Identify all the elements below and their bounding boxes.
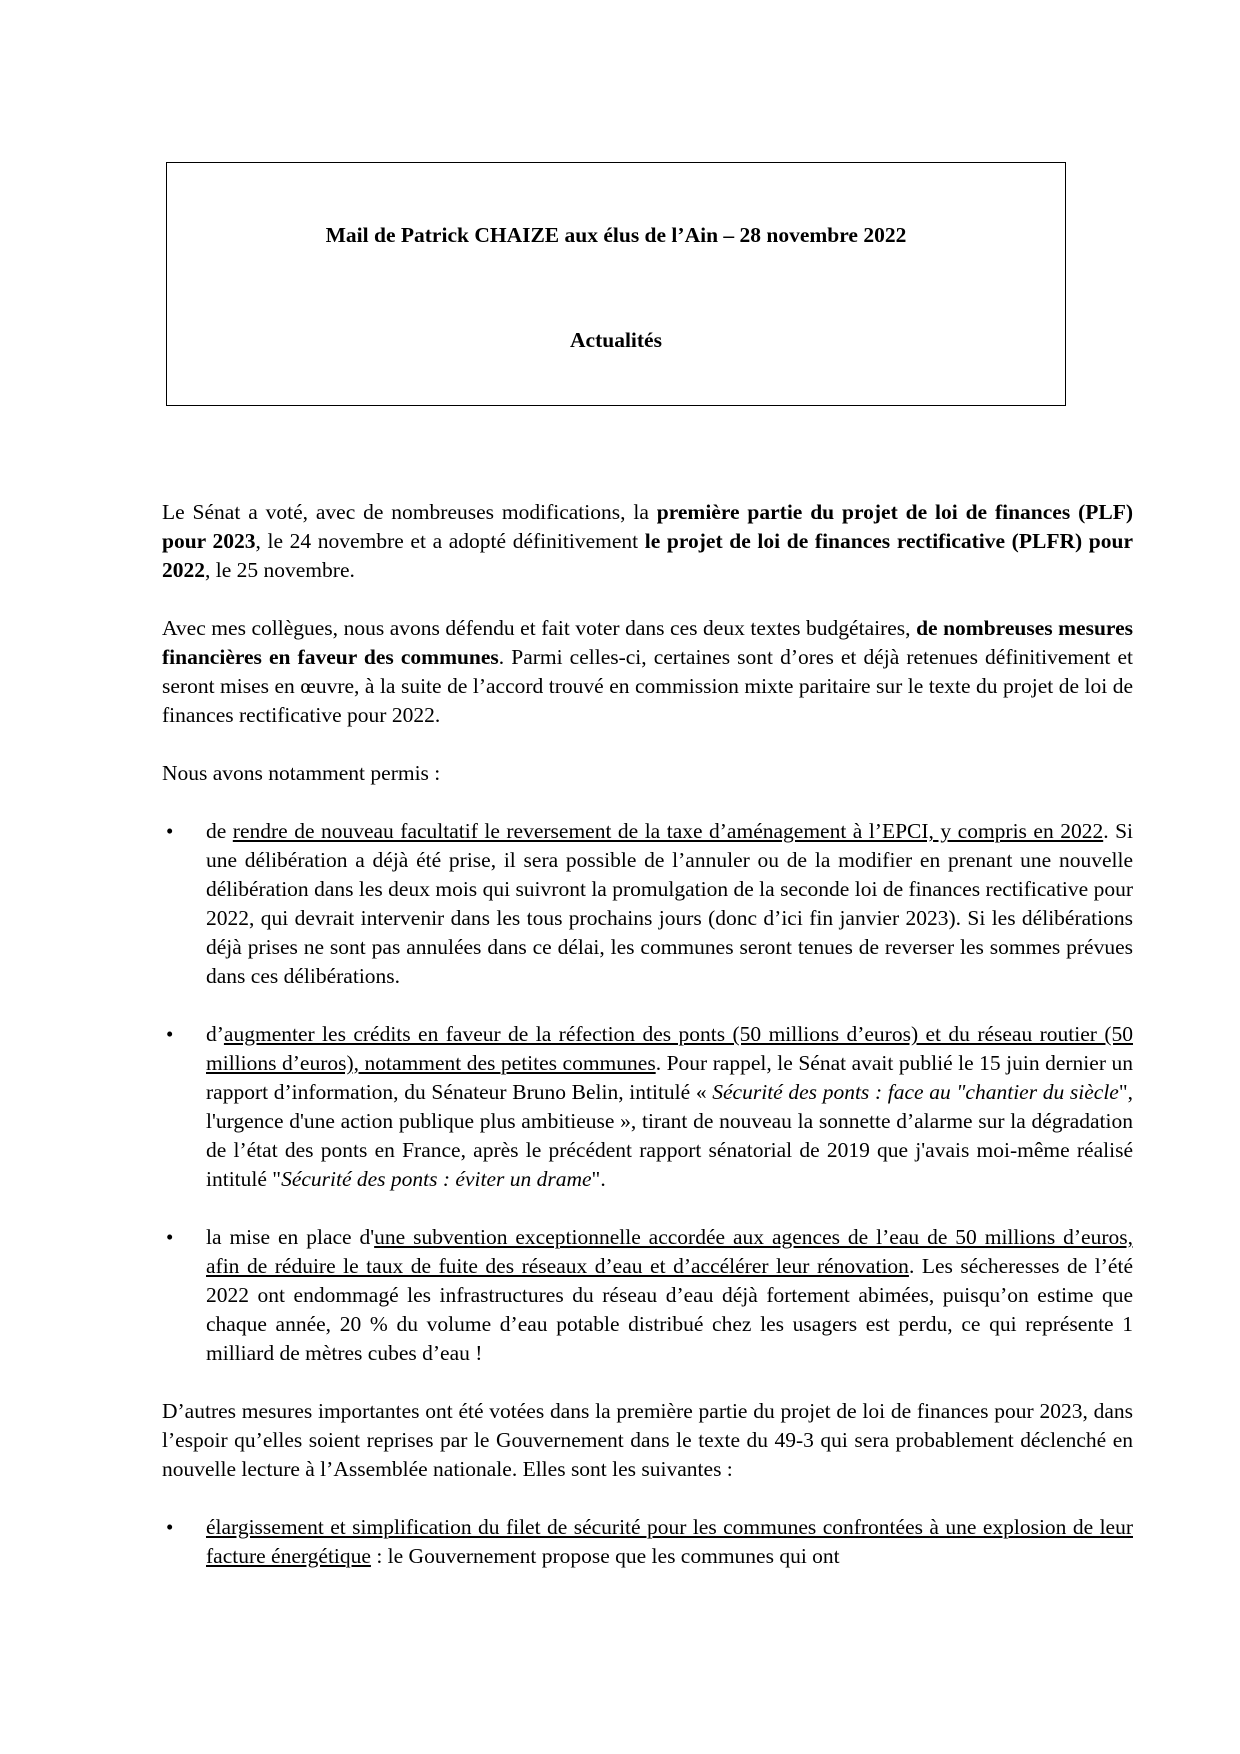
- intro-paragraph: Le Sénat a voté, avec de nombreuses modifications, la première partie du projet de loi de finances (PLF) pour 2023, le 24 novembre et a adopté définitivement le projet de loi de finances rectificative (PLFR) pour 2022, le 25 novembre.: [162, 500, 1133, 582]
- list-item: • élargissement et simplification du filet de sécurité pour les communes confrontées à une explosion de leur facture énergétique : le Gouvernement propose que les communes qui ont: [166, 1515, 1133, 1568]
- underlined-measure: augmenter les crédits en faveur de la réfection des ponts (50 millions d’euros) et du réseau routier (50 millions d’euros), notamment des petites communes: [206, 1022, 1133, 1075]
- bullet-icon: •: [166, 819, 174, 843]
- underlined-measure: rendre de nouveau facultatif le reversement de la taxe d’aménagement à l’EPCI, y compris en 2022: [232, 819, 1104, 843]
- bullet-icon: •: [166, 1225, 174, 1249]
- underlined-measure: élargissement et simplification du filet de sécurité pour les communes confrontées à une explosion de leur facture énergétique: [206, 1515, 1133, 1568]
- document-subtitle: Actualités: [570, 328, 662, 352]
- bullet-icon: •: [166, 1515, 174, 1539]
- measures-paragraph: Avec mes collègues, nous avons défendu et fait voter dans ces deux textes budgétaires, de nombreuses mesures financières en faveur des communes. Parmi celles-ci, certaines sont d’ores et déjà retenues définitivement et seront mises en œuvre, à la suite de l’accord trouvé en commission mixte paritaire sur le texte du projet de loi de finances rectificative pour 2022.: [162, 616, 1133, 727]
- document-body: [162, 498, 1133, 1571]
- other-measures-paragraph: D’autres mesures importantes ont été votées dans la première partie du projet de loi de finances pour 2023, dans l’espoir qu’elles soient reprises par le Gouvernement dans le texte du 49-3 qui sera probablement déclenché en nouvelle lecture à l’Assemblée nationale. Elles sont les suivantes :: [162, 1399, 1133, 1481]
- document-title: Mail de Patrick CHAIZE aux élus de l’Ain – 28 novembre 2022: [325, 223, 907, 247]
- list-item: • de rendre de nouveau facultatif le reversement de la taxe d’aménagement à l’EPCI, y compris en 2022. Si une délibération a déjà été prise, il sera possible de l’annuler ou de la modifier en prenant une nouvelle délibération dans les deux mois qui suivront la promulgation de la seconde loi de finances rectificative pour 2022, qui devrait intervenir dans les tous prochains jours (donc d’ici fin janvier 2023). Si les délibérations déjà prises ne sont pas annulées dans ce délai, les communes seront tenues de reverser les sommes prévues dans ces délibérations.: [166, 819, 1133, 988]
- other-measures-list: [162, 1513, 1133, 1571]
- adopted-measures-list: [162, 817, 1133, 1368]
- underlined-measure: une subvention exceptionnelle accordée aux agences de l’eau de 50 millions d’euros, afin de réduire le taux de fuite des réseaux d’eau et d’accélérer leur rénovation: [206, 1225, 1133, 1278]
- list-item: • d’augmenter les crédits en faveur de la réfection des ponts (50 millions d’euros) et du réseau routier (50 millions d’euros), notamment des petites communes. Pour rappel, le Sénat avait publié le 15 juin dernier un rapport d’information, du Sénateur Bruno Belin, intitulé « Sécurité des ponts : face au "chantier du siècle", l'urgence d'une action publique plus ambitieuse », tirant de nouveau la sonnette d’alarme sur la dégradation de l’état des ponts en France, après le précédent rapport sénatorial de 2019 que j'avais moi-même réalisé intitulé "Sécurité des ponts : éviter un drame".: [166, 1022, 1133, 1191]
- bullet-icon: •: [166, 1022, 174, 1046]
- list-item: • la mise en place d'une subvention exceptionnelle accordée aux agences de l’eau de 50 millions d’euros, afin de réduire le taux de fuite des réseaux d’eau et d’accélérer leur rénovation. Les sécheresses de l’été 2022 ont endommagé les infrastructures du réseau d’eau déjà fortement abimées, puisqu’on estime que chaque année, 20 % du volume d’eau potable distribué chez les usagers est perdu, ce qui représente 1 milliard de mètres cubes d’eau !: [166, 1225, 1133, 1365]
- permitted-intro: Nous avons notamment permis :: [162, 761, 441, 785]
- header-box: [166, 162, 1066, 406]
